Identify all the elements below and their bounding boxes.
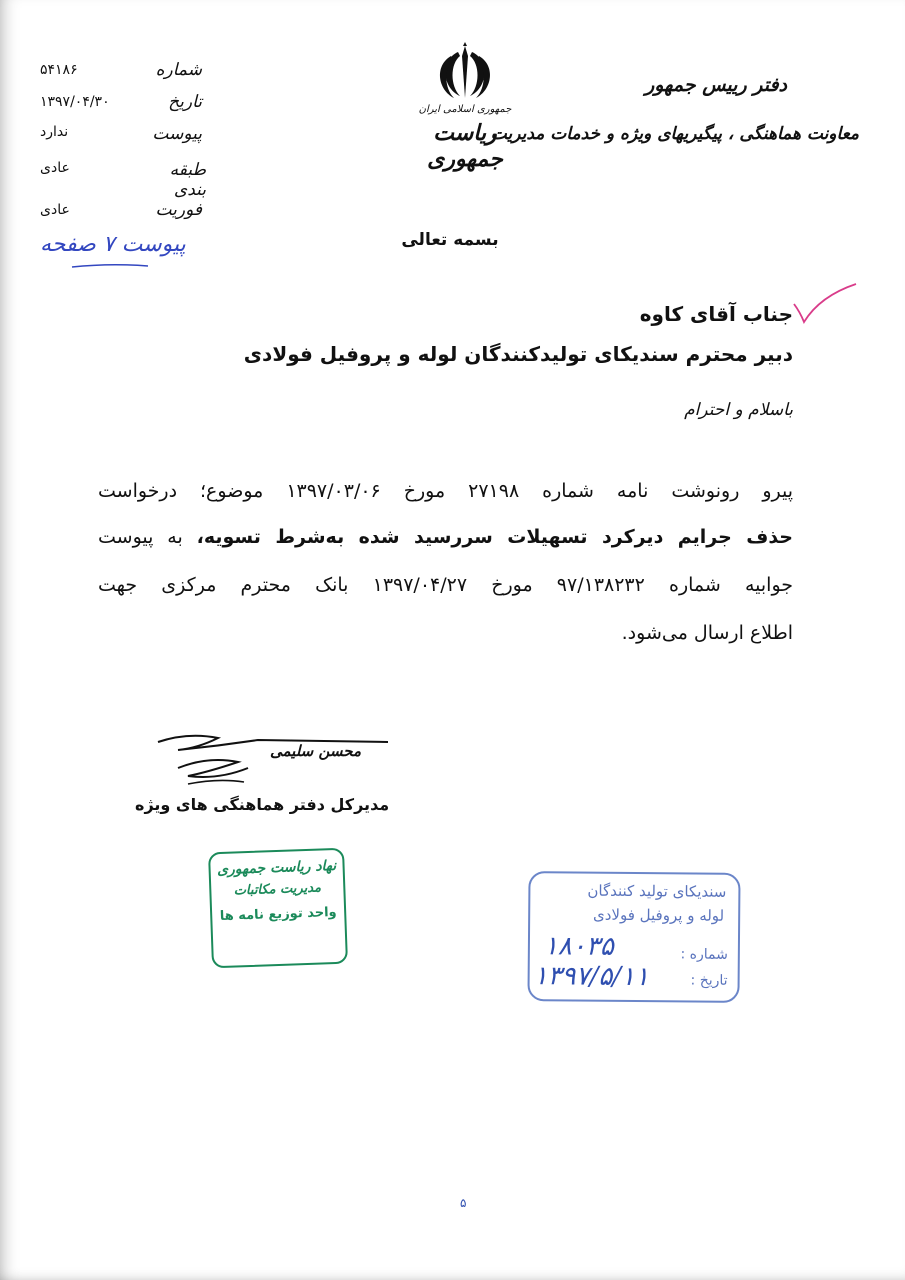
stamp-green-line-3: واحد توزیع نامه ها	[219, 904, 337, 925]
stamp-blue-org-line-1: سندیکای تولید کنندگان	[587, 881, 727, 901]
body-line-1: پیرو رونوشت نامه شماره ۲۷۱۹۸ مورخ ۱۳۹۷/۰۳/۰۶ موضوع؛ درخواست	[98, 480, 794, 502]
meta-number-label: شماره	[155, 60, 202, 80]
signer-title: مدیرکل دفتر هماهنگی های ویژه	[135, 795, 390, 814]
body-line-4: اطلاع ارسال می‌شود.	[621, 622, 793, 644]
stamp-green-line-1: نهاد ریاست جمهوری	[216, 857, 337, 879]
emblem-subtitle: جمهوری اسلامی ایران	[418, 104, 512, 115]
meta-attachment-value: ندارد	[40, 124, 69, 140]
stamp-blue-date-label: تاریخ :	[690, 972, 728, 989]
meta-date-label: تاریخ	[168, 92, 202, 112]
meta-urgency-value: عادی	[40, 202, 70, 218]
handwritten-signature-icon	[148, 728, 393, 798]
basmala-heading: بسمه تعالی	[401, 230, 499, 250]
recipient-title: دبیر محترم سندیکای تولیدکنندگان لوله و پروفیل فولادی	[243, 342, 793, 366]
stamp-green-line-2: مدیریت مکاتبات	[233, 880, 322, 899]
handwritten-underline	[70, 262, 150, 270]
page-mark: ۵	[460, 1196, 467, 1210]
iran-emblem-icon	[410, 42, 520, 102]
body-line-2	[98, 522, 793, 552]
stamp-blue-number-label: شماره :	[680, 946, 728, 963]
letter-greeting: باسلام و احترام	[684, 400, 793, 420]
handwritten-attachment-note: پیوست ۷ صفحه	[40, 232, 186, 257]
check-mark-icon	[790, 282, 860, 332]
distribution-stamp	[208, 848, 348, 969]
meta-number-value: ۵۴۱۸۶	[40, 62, 78, 78]
stamp-blue-number-value: ۱۸۰۳۵	[543, 931, 614, 962]
office-division: معاونت هماهنگی ، پیگیریهای ویژه و خدمات مدیریت	[490, 124, 859, 144]
stamp-blue-date-value: ۱۳۹۷/۵/۱۱	[533, 961, 650, 993]
office-name: دفتر رییس جمهور	[645, 74, 787, 96]
recipient-name: جناب آقای کاوه	[639, 302, 793, 326]
meta-classification-label: طبقه بندی	[169, 160, 206, 200]
meta-urgency-label: فوریت	[155, 200, 202, 220]
meta-attachment-label: پیوست	[152, 124, 202, 144]
signer-name: محسن سلیمی	[270, 742, 361, 760]
receipt-stamp	[527, 871, 740, 1003]
body-line-2-rest: به پیوست	[98, 526, 197, 548]
iran-emblem-block	[410, 42, 520, 172]
body-line-3: جوابیه شماره ۹۷/۱۳۸۲۳۲ مورخ ۱۳۹۷/۰۴/۲۷ بانک محترم مرکزی جهت	[98, 574, 794, 596]
body-emphasis: حذف جرایم دیرکرد تسهیلات سررسید شده به‌شرط تسویه،	[196, 526, 794, 548]
meta-classification-value: عادی	[40, 160, 70, 176]
stamp-blue-org-line-2: لوله و پروفیل فولادی	[592, 905, 725, 925]
emblem-title: ریاست جمهوری	[427, 120, 503, 172]
meta-date-value: ۱۳۹۷/۰۴/۳۰	[40, 94, 110, 110]
